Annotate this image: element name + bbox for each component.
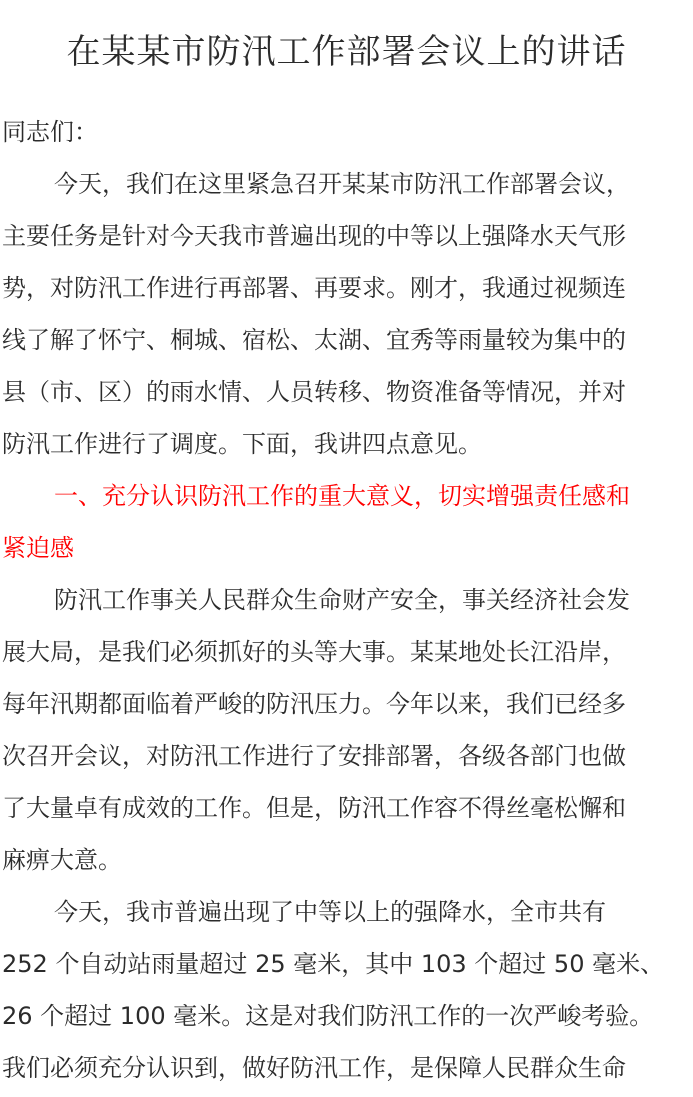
paragraph-line: 了大量卓有成效的工作。但是，防汛工作容不得丝毫松懈和 [2, 794, 626, 822]
paragraph-line: 展大局，是我们必须抓好的头等大事。某某地处长江沿岸， [2, 638, 626, 666]
paragraph-line: 次召开会议，对防汛工作进行了安排部署，各级各部门也做 [2, 742, 626, 770]
paragraph-line: 势，对防汛工作进行再部署、再要求。刚才，我通过视频连 [2, 274, 626, 302]
paragraph-line: 每年汛期都面临着严峻的防汛压力。今年以来，我们已经多 [2, 690, 626, 718]
paragraph-line: 县（市、区）的雨水情、人员转移、物资准备等情况，并对 [2, 378, 626, 406]
paragraph-line: 主要任务是针对今天我市普遍出现的中等以上强降水天气形 [2, 222, 626, 250]
paragraph-line: 麻痹大意。 [2, 846, 122, 874]
section-heading-continued: 紧迫感 [2, 534, 74, 562]
salutation: 同志们： [2, 118, 98, 146]
paragraph-line: 防汛工作进行了调度。下面，我讲四点意见。 [2, 430, 482, 458]
document-title: 在某某市防汛工作部署会议上的讲话 [66, 32, 627, 72]
paragraph-line: 26 个超过 100 毫米。这是对我们防汛工作的一次严峻考验。 [2, 1002, 654, 1030]
paragraph-line: 252 个自动站雨量超过 25 毫米，其中 103 个超过 50 毫米、 [2, 950, 665, 978]
paragraph-line: 今天，我市普遍出现了中等以上的强降水，全市共有 [54, 898, 606, 926]
paragraph-line: 我们必须充分认识到，做好防汛工作，是保障人民群众生命 [2, 1054, 626, 1082]
paragraph-line: 防汛工作事关人民群众生命财产安全，事关经济社会发 [54, 586, 630, 614]
paragraph-line: 今天，我们在这里紧急召开某某市防汛工作部署会议， [54, 170, 630, 198]
section-heading: 一、充分认识防汛工作的重大意义，切实增强责任感和 [54, 482, 630, 510]
paragraph-line: 线了解了怀宁、桐城、宿松、太湖、宜秀等雨量较为集中的 [2, 326, 626, 354]
